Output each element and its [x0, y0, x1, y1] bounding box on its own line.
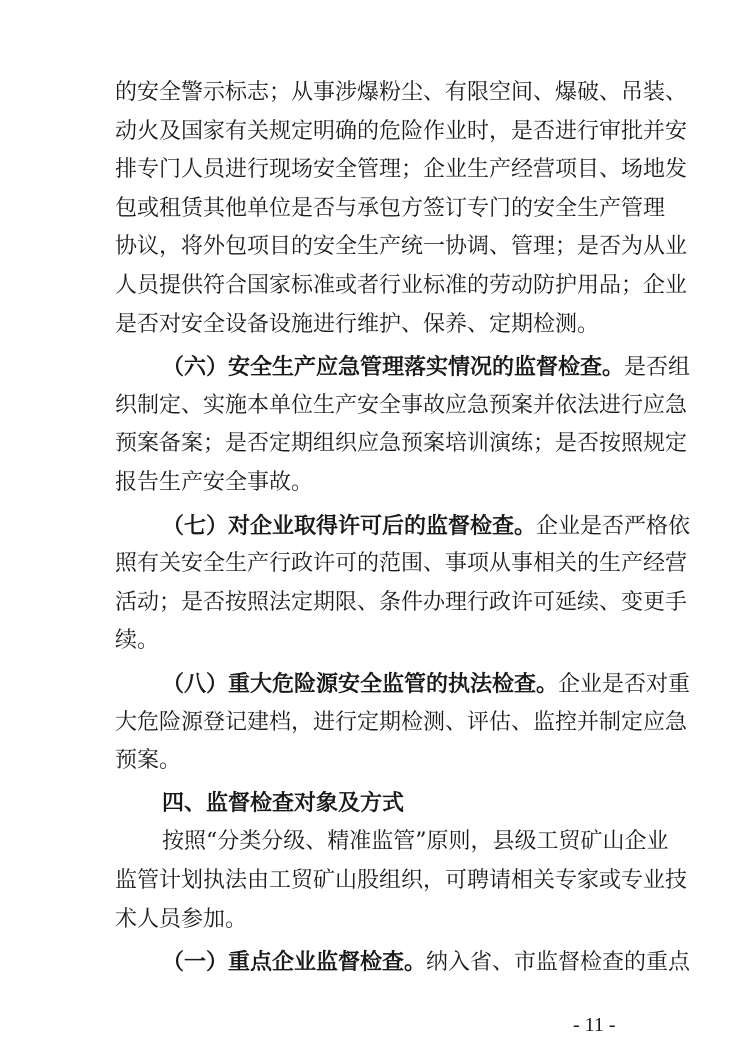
- section-6-text: 是否组: [624, 355, 691, 380]
- text-line: 报告生产安全事故。: [115, 470, 314, 495]
- text-line: 协议，将外包项目的安全生产统一协调、管理；是否为从业: [115, 234, 688, 259]
- section-8-first-line: [162, 669, 691, 699]
- section-7-first-line: [162, 511, 691, 541]
- text-line: 织制定、实施本单位生产安全事故应急预案并依法进行应急: [115, 393, 688, 418]
- text-line: 按照“分类分级、精准监管”原则，县级工贸矿山企业: [162, 829, 669, 854]
- section-7-heading: （七）对企业取得许可后的监督检查。: [162, 513, 537, 539]
- text-line: 活动；是否按照法定期限、条件办理行政许可延续、变更手: [115, 590, 688, 615]
- section-6-first-line: [162, 352, 691, 382]
- text-line: 动火及国家有关规定明确的危险作业时，是否进行审批并安: [115, 119, 688, 144]
- section-7-text: 企业是否严格依: [536, 514, 691, 539]
- text-line: 续。: [115, 628, 160, 653]
- text-line: 照有关安全生产行政许可的范围、事项从事相关的生产经营: [115, 551, 688, 576]
- subsection-1-first-line: [162, 947, 691, 977]
- text-line: 预案备案；是否定期组织应急预案培训演练；是否按照规定: [115, 431, 688, 456]
- text-line: 人员提供符合国家标准或者行业标准的劳动防护用品；企业: [115, 273, 688, 298]
- text-line: 预案。: [115, 748, 182, 773]
- section-6-heading: （六）安全生产应急管理落实情况的监督检查。: [162, 354, 625, 380]
- text-line: 大危险源登记建档，进行定期检测、评估、监控并制定应急: [115, 710, 688, 735]
- section-8-text: 企业是否对重: [558, 672, 691, 697]
- subsection-1-text: 纳入省、市监督检查的重点: [426, 950, 691, 975]
- text-line: 术人员参加。: [115, 907, 248, 932]
- page-number: - 11 -: [573, 1014, 616, 1036]
- text-line: 排专门人员进行现场安全管理；企业生产经营项目、场地发: [115, 157, 688, 182]
- text-line: 是否对安全设备设施进行维护、保养、定期检测。: [115, 312, 600, 337]
- text-line: 监管计划执法由工贸矿山股组织，可聘请相关专家或专业技: [115, 868, 688, 893]
- section-8-heading: （八）重大危险源安全监管的执法检查。: [162, 671, 559, 697]
- text-line: 的安全警示标志；从事涉爆粉尘、有限空间、爆破、吊装、: [115, 80, 688, 105]
- subsection-1-heading: （一）重点企业监督检查。: [162, 949, 427, 975]
- section-4-heading: 四、监督检查对象及方式: [162, 791, 405, 816]
- text-line: 包或租赁其他单位是否与承包方签订专门的安全生产管理: [115, 196, 666, 221]
